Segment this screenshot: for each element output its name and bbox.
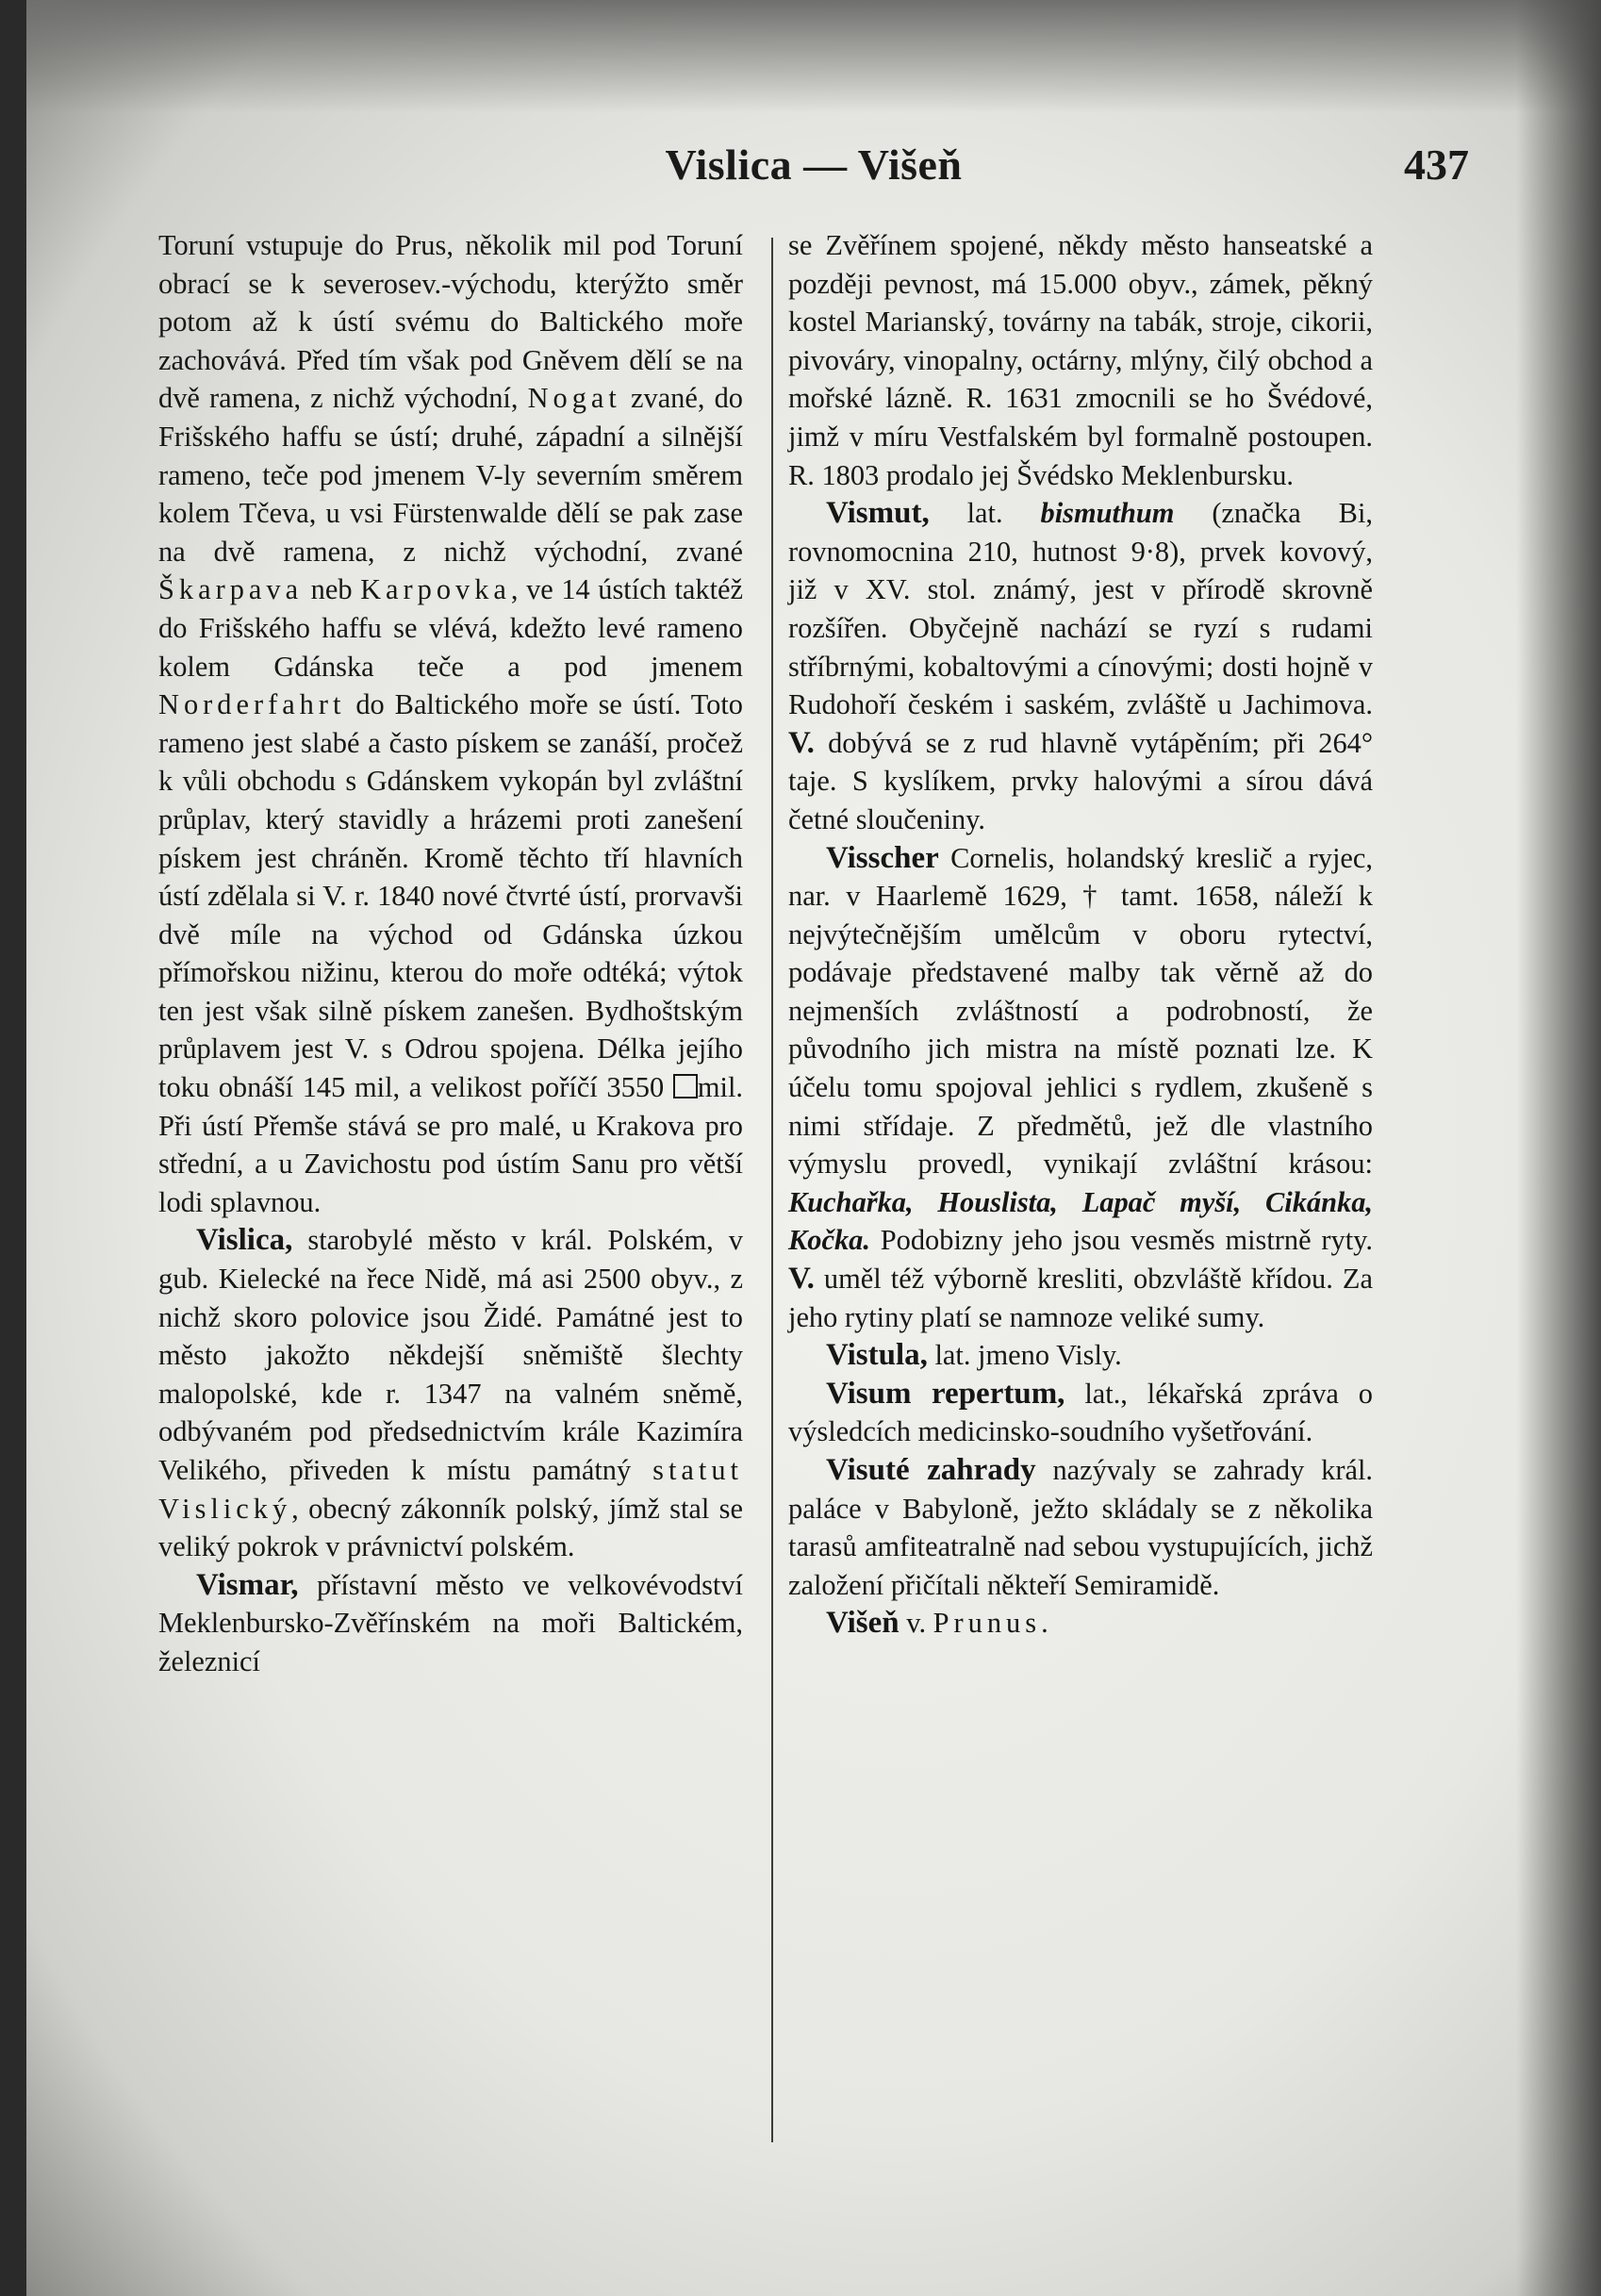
spaced-term: Prunus [933,1607,1042,1640]
spaced-term: Norderfahrt [158,688,346,721]
running-title: Vislica — Višeň [665,140,963,189]
entry-visscher [788,839,1373,1337]
text-run: přístavní město ve velkovévodství Meklenbursko-Zvěřínském na moři Baltickém, železnicí [158,1568,743,1677]
text-run: , obecný zákonník polský, jímž stal se veliký pokrok v právnictví polském. [158,1492,743,1563]
entry-vislica [158,1221,743,1565]
entry-visum-repertum [788,1375,1373,1451]
abbrev-bold: V. [788,1262,815,1297]
headword: Visum repertum, [826,1376,1065,1411]
text-run: uměl též výborně kresliti, obzvláště křídou. Za jeho rytiny platí se namnoze veliké sumy. [788,1263,1373,1333]
entry-vismar-continued [788,226,1373,494]
text-run: Podobizny jeho jsou vesměs mistrně ryty. [869,1224,1373,1257]
entry-vismar [158,1566,743,1681]
headword: Vistula, [826,1338,928,1373]
column-divider [771,238,773,2142]
text-run: nazývaly se zahrady král. paláce v Babyloně, ježto skládaly se z několika tarasů amfiteatralně nad sebou vystupujících, jichž založení přičítali někteří Semiramidě. [788,1454,1374,1601]
spaced-term: Nogat [527,382,621,415]
text-run: (značka Bi, rovnomocnina 210, hutnost 9·8), prvek kovový, již v XV. stol. známý, jest v přírodě skrovně rozšířen. Obyčejně nachází se ryzí s rudami stříbrnými, kobaltovými a cínovými; dosti hojně v Rudohoří českém i saském, zvláště u Jachimova. [788,497,1373,721]
text-run: do Baltického moře se ústí. Toto rameno jest slabé a často pískem se zanáší, pročež k vůli obchodu s Gdánskem vykopán byl zvláštní průplav, který stavidly a hrázemi proti zanešení pískem jest chráněn. Kromě těchto tří hlavních ústí zdělala si V. r. 1840 nové čtvrté ústí, prorvavši dvě míle na východ od Gdánska úzkou přímořskou nižinu, kterou do moře odtéká; výtok ten jest však silně pískem zanešen. Bydhoštským průplavem jest V. s Odrou spojena. Délka jejího toku obnáší 145 mil, a velikost poříčí 3550 [158,688,743,1104]
italic-term: Kuchařka, Houslista, Lapač myší, Cikánka, Kočka. [788,1185,1373,1257]
text-run: dobývá se z rud hlavně vytápěním; při 264° taje. S kyslíkem, prvky halovými a sírou dává četné sloučeniny. [788,726,1373,835]
text-run: , ve 14 ústích taktéž do Frišského haffu se vlévá, kdežto levé rameno kolem Gdánska teče a pod jmenem [158,573,743,683]
text-run: zvané, do Frišského haffu se ústí; druhé, západní a silnější rameno, teče pod jmenem V-ly severním směrem kolem Tčeva, u vsi Fürstenwalde dělí se pak zase na dvě ramena, z nichž východní, zvané [158,382,743,568]
text-run: lat. jmeno Visly. [927,1339,1122,1372]
text-run: mil. Při ústí Přemše stává se pro malé, u Krakova pro střední, a u Zavichostu pod ústím Sanu pro větší lodi splavnou. [158,1071,743,1218]
book-page [26,0,1601,2296]
left-column [158,226,743,1681]
entry-vismut [788,494,1373,838]
text-run: lat., lékařská zpráva o výsledcích medicinsko-soudního vyšetřování. [788,1377,1373,1448]
abbrev-bold: V. [788,725,815,760]
entry-visen [788,1604,1373,1643]
headword: Vislica, [196,1223,293,1258]
headword: Visuté zahrady [826,1453,1036,1487]
spaced-term: statut Vislický [158,1454,743,1525]
text-run: . [1041,1607,1048,1640]
text-run: se Zvěřínem spojené, někdy město hanseatské a později pevnost, má 15.000 obyv., zámek, pěkný kostel Marianský, továrny na tabák, stroje, cikorii, pivováry, vinopalny, octárny, mlýny, čilý obchod a mořské lázně. R. 1631 zmocnili se ho Švédové, jimž v míru Vestfalském byl formalně postoupen. R. 1803 prodalo jej Švédsko Meklenbursku. [788,229,1373,491]
square-mile-symbol [673,1074,698,1098]
headword: Visscher [826,840,939,875]
entry-visla-continued [158,226,743,1221]
text-run: Toruní vstupuje do Prus, několik mil pod Toruní obrací se k severosev.-východu, kterýžto směr potom až k ústí svému do Baltického moře zachovává. Před tím však pod Gněvem dělí se na dvě ramena, z nichž východní, [158,229,743,415]
entry-visute-zahrady [788,1451,1373,1604]
text-run: neb [303,573,361,606]
text-run: lat. [929,497,1041,530]
italic-term: bismuthum [1040,497,1175,530]
headword: Vismar, [196,1567,299,1602]
text-run: Cornelis, holandský kreslič a ryjec, nar. v Haarlemě 1629, † tamt. 1658, náleží k nejvýtečnějším umělcům v oboru rytectví, podávaje představené malby tak věrně až do nejmenších zvláštností a podrobností, že původního jich mistra na místě poznati lze. K účelu tomu spojoval jehlici s rydlem, zkušeně s nimi střídaje. Z předmětů, jež dle vlastního výmyslu provedl, vynikají zvláštní krásou: [788,841,1373,1181]
headword: Višeň [826,1606,900,1641]
entry-vistula [788,1336,1373,1375]
spaced-term: Škarpava [158,573,304,606]
text-run: starobylé město v král. Polském, v gub. Kielecké na řece Nidě, má asi 2500 obyv., z nichž skoro polovice jsou Židé. Památné jest to město jakožto někdejší sněmiště šlechty malopolské, kde r. 1347 na valném sněmě, odbývaném pod předsednictvím krále Kazimíra Velikého, přiveden k místu památný [158,1224,743,1486]
page-number: 437 [1404,140,1469,189]
page-header [26,140,1601,196]
spaced-term: Karpovka [360,573,511,606]
right-column [788,226,1373,1643]
headword: Vismut, [826,496,930,531]
text-run: v. [899,1607,933,1640]
